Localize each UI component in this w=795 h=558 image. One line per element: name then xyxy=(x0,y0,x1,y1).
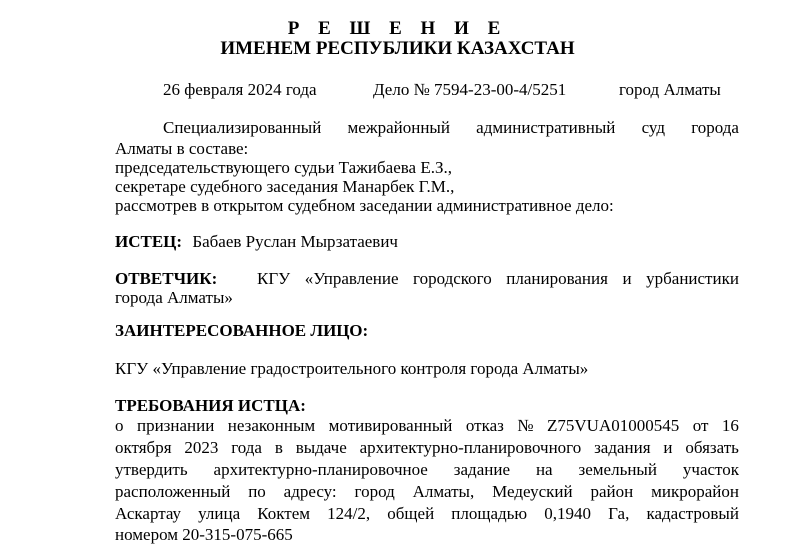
interested-party-label: ЗАИНТЕРЕСОВАННОЕ ЛИЦО: xyxy=(115,321,369,340)
intro-line-2: Алматы в составе: xyxy=(115,139,249,158)
claims-line xyxy=(115,415,739,437)
word: КГУ xyxy=(257,269,291,288)
document-title: Р Е Ш Е Н И Е xyxy=(287,18,508,39)
claims-label: ТРЕБОВАНИЯ ИСТЦА: xyxy=(115,396,306,415)
intro-line-5: рассмотрев в открытом судебном заседании административное дело: xyxy=(115,196,614,215)
claims-line xyxy=(115,503,739,525)
word: утвердить xyxy=(115,460,188,479)
word: 0,1940 xyxy=(544,504,591,523)
word: 2023 xyxy=(184,438,219,457)
word: признании xyxy=(136,416,215,435)
word: город xyxy=(354,482,395,501)
word: мотивированный xyxy=(328,416,453,435)
word: межрайонный xyxy=(347,118,450,137)
word: обязать xyxy=(685,438,739,457)
claims-line xyxy=(115,437,739,459)
word: на xyxy=(535,460,553,479)
word: суд xyxy=(641,118,665,137)
defendant-line-1 xyxy=(257,268,739,290)
word: города xyxy=(691,118,739,137)
word: архитектурно-планировочного xyxy=(359,438,582,457)
word: городского xyxy=(413,269,492,288)
word: задания xyxy=(594,438,651,457)
word: кадастровый xyxy=(646,504,739,523)
word: и xyxy=(622,269,632,288)
word: Га, xyxy=(608,504,630,523)
word: задание xyxy=(453,460,510,479)
word: в xyxy=(274,438,283,457)
word: адресу: xyxy=(283,482,337,501)
word: архитектурно-планировочное xyxy=(213,460,428,479)
word: № xyxy=(517,416,534,435)
word: от xyxy=(692,416,709,435)
word: земельный xyxy=(578,460,657,479)
word: незаконным xyxy=(227,416,316,435)
defendant-line-2: города Алматы» xyxy=(115,288,233,307)
city: город Алматы xyxy=(619,80,721,99)
word: Z75VUA01000545 xyxy=(547,416,680,435)
word: Алматы, xyxy=(412,482,475,501)
word: выдаче xyxy=(295,438,347,457)
plaintiff-name: Бабаев Руслан Мырзатаевич xyxy=(192,232,398,251)
word: отказ xyxy=(465,416,504,435)
decision-date: 26 февраля 2024 года xyxy=(163,80,317,99)
word: Медеуский xyxy=(492,482,573,501)
word: 16 xyxy=(721,416,739,435)
word: планирования xyxy=(506,269,608,288)
word: район xyxy=(590,482,634,501)
word: урбанистики xyxy=(646,269,739,288)
case-number: Дело № 7594-23-00-4/5251 xyxy=(373,80,567,99)
intro-line-4: секретаре судебного заседания Манарбек Г.М., xyxy=(115,177,455,196)
word: площадью xyxy=(451,504,528,523)
word: о xyxy=(115,416,124,435)
interested-party-value: КГУ «Управление градостроительного контроля города Алматы» xyxy=(115,359,589,378)
document-subtitle: ИМЕНЕМ РЕСПУБЛИКИ КАЗАХСТАН xyxy=(220,38,575,59)
word: октября xyxy=(115,438,172,457)
plaintiff-row xyxy=(115,231,398,253)
claims-line xyxy=(115,481,739,503)
word: расположенный xyxy=(115,482,231,501)
word: «Управление xyxy=(304,269,399,288)
word: Специализированный xyxy=(163,118,322,137)
intro-line-1 xyxy=(163,117,739,139)
word: Аскартау xyxy=(115,504,182,523)
word: по xyxy=(248,482,266,501)
word: административный xyxy=(476,118,616,137)
word: 124/2, xyxy=(327,504,371,523)
word: Коктем xyxy=(257,504,311,523)
word: и xyxy=(663,438,673,457)
defendant-label: ОТВЕТЧИК: xyxy=(115,269,218,288)
word: общей xyxy=(387,504,435,523)
word: улица xyxy=(198,504,241,523)
intro-line-3: председательствующего судьи Тажибаева Е.З., xyxy=(115,158,453,177)
word: участок xyxy=(682,460,739,479)
plaintiff-label: ИСТЕЦ: xyxy=(115,232,183,251)
claims-line xyxy=(115,459,739,481)
word: микрорайон xyxy=(651,482,739,501)
word: года xyxy=(231,438,262,457)
claims-last-line: номером 20-315-075-665 xyxy=(115,525,293,544)
